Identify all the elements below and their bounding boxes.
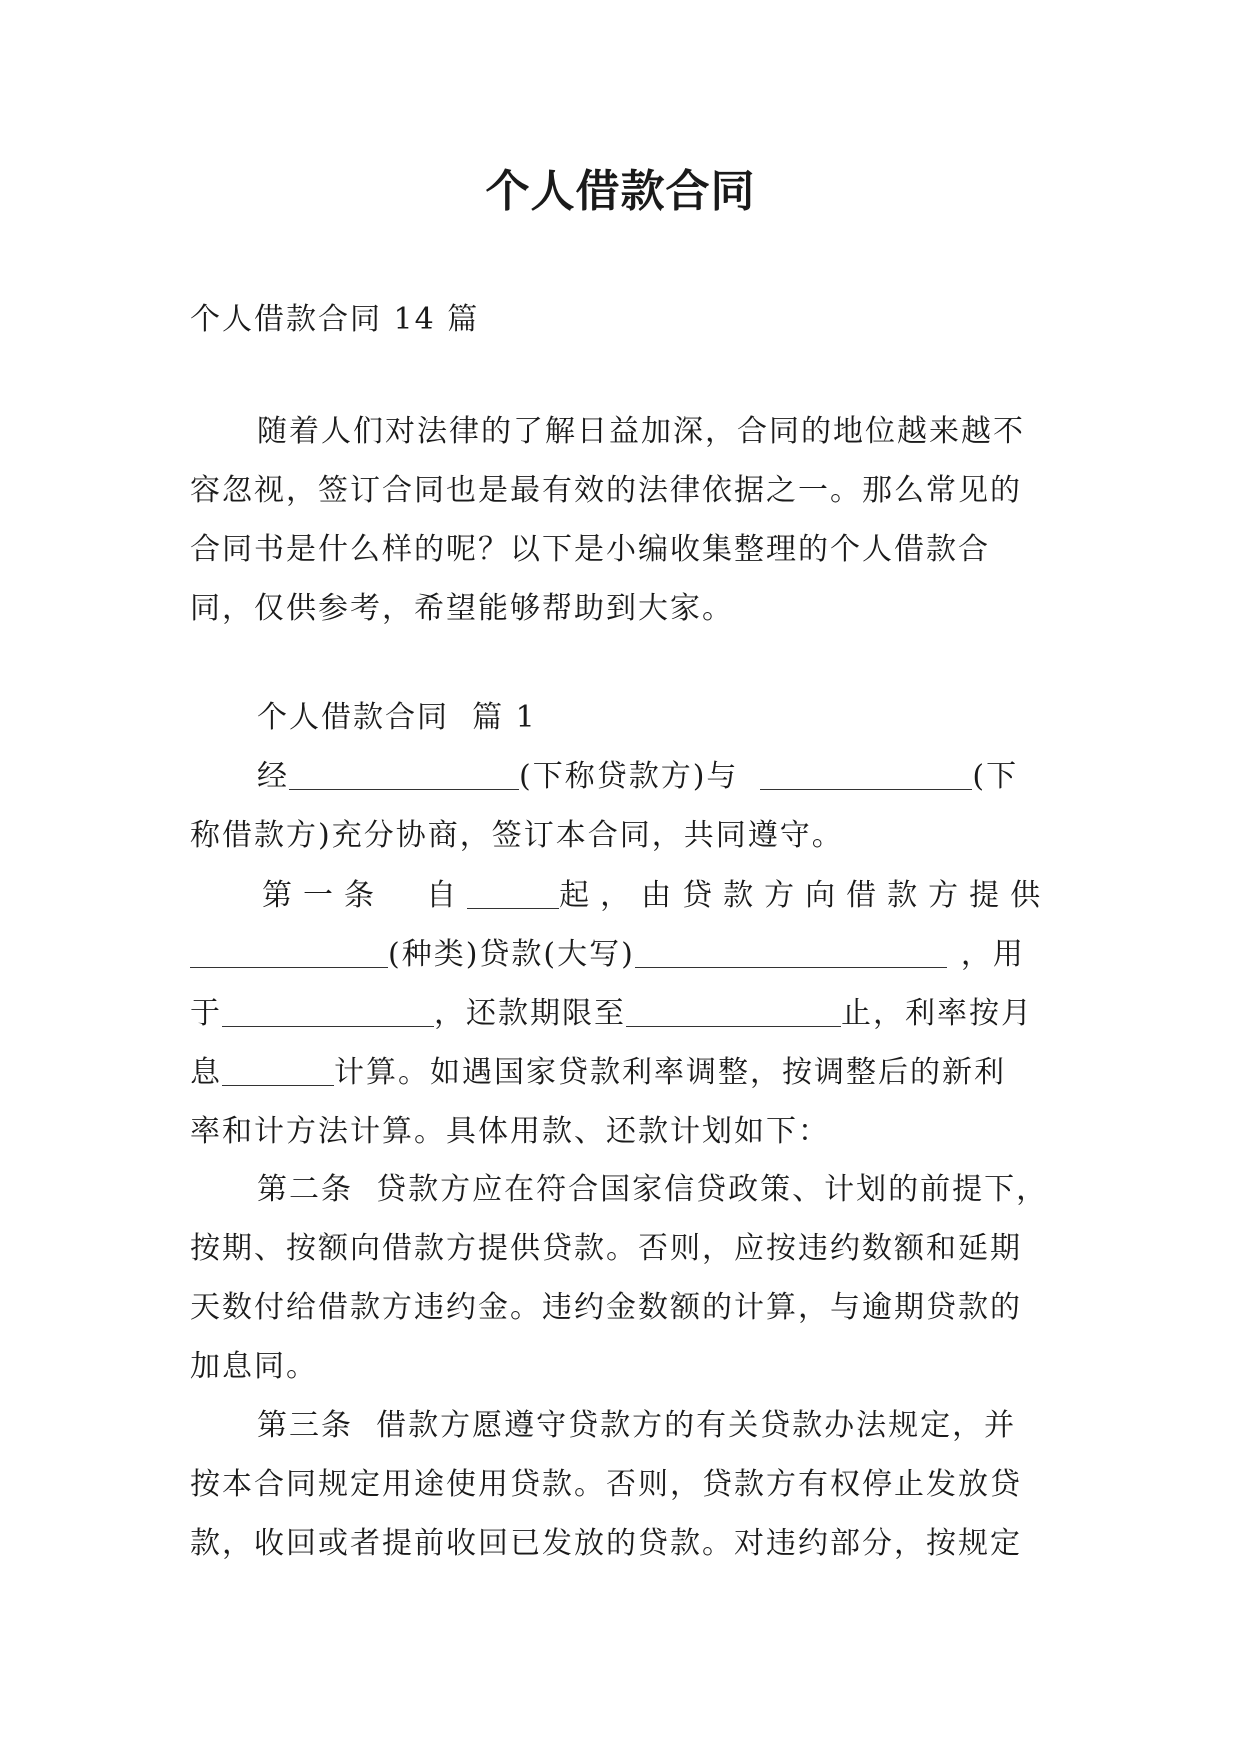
opening-line-2: 称借款方)充分协商，签订本合同，共同遵守。 (190, 818, 844, 853)
article1-text-f: ，还款期限至 (434, 996, 626, 1031)
blank-field-lender (289, 761, 519, 790)
article2-line: 第二条 贷款方应在符合国家信贷政策、计划的前提下， (257, 1172, 1049, 1207)
article1-text-e: 于 (190, 996, 222, 1031)
article1-text-i: 计算。如遇国家贷款利率调整，按调整后的新利 (334, 1055, 1006, 1090)
article1-line-3 (190, 988, 1033, 1032)
blank-field-interest (222, 1057, 334, 1086)
blank-field-purpose (222, 998, 434, 1027)
blank-field-loan-type (190, 939, 388, 968)
article1-text-d: ，用 (960, 937, 1025, 972)
article2-paragraph (190, 1160, 1052, 1396)
document-title: 个人借款合同 (485, 166, 756, 217)
intro-line: 同，仅供参考，希望能够帮助到大家。 (190, 591, 734, 626)
opening-text-a: 经 (257, 759, 289, 794)
blank-field-borrower (760, 761, 972, 790)
blank-field-amount (635, 939, 947, 968)
opening-text-c: (下 (972, 759, 1019, 794)
opening-line-1 (257, 751, 1018, 795)
intro-paragraph (190, 402, 1052, 638)
article1-line-5: 率和计方法计算。具体用款、还款计划如下： (190, 1114, 830, 1149)
article2-line: 按期、按额向借款方提供贷款。否则，应按违约数额和延期 (190, 1231, 1022, 1266)
section-heading: 个人借款合同 篇 1 (257, 700, 537, 735)
blank-field-due-date (626, 998, 841, 1027)
document-subtitle: 个人借款合同 14 篇 (190, 302, 480, 337)
article2-line: 加息同。 (190, 1349, 318, 1384)
opening-text-b: (下称贷款方)与 (519, 759, 739, 794)
intro-line: 随着人们对法律的了解日益加深，合同的地位越来越不 (257, 414, 1025, 449)
article2-line: 天数付给借款方违约金。违约金数额的计算，与逾期贷款的 (190, 1290, 1022, 1325)
article1-text-g: 止，利率按月 (841, 996, 1033, 1031)
article1-line-4 (190, 1047, 1006, 1091)
intro-line: 合同书是什么样的呢？以下是小编收集整理的个人借款合 (190, 532, 990, 567)
article3-paragraph (190, 1396, 1052, 1573)
blank-field-start-date (467, 880, 559, 909)
article1-text-b: 起，由贷款方向借款方提供 (559, 878, 1052, 913)
article3-line: 款，收回或者提前收回已发放的贷款。对违约部分，按规定 (190, 1526, 1022, 1561)
article1-text-c: (种类)贷款(大写) (388, 937, 635, 972)
article1-text-h: 息 (190, 1055, 222, 1090)
article1-line-2 (190, 929, 1025, 973)
intro-line: 容忽视，签订合同也是最有效的法律依据之一。那么常见的 (190, 473, 1022, 508)
article1-text-a: 第一条 自 (262, 878, 468, 913)
article1-line-1 (262, 870, 1051, 914)
article3-line: 按本合同规定用途使用贷款。否则，贷款方有权停止发放贷 (190, 1467, 1022, 1502)
article3-line: 第三条 借款方愿遵守贷款方的有关贷款办法规定，并 (257, 1408, 1017, 1443)
